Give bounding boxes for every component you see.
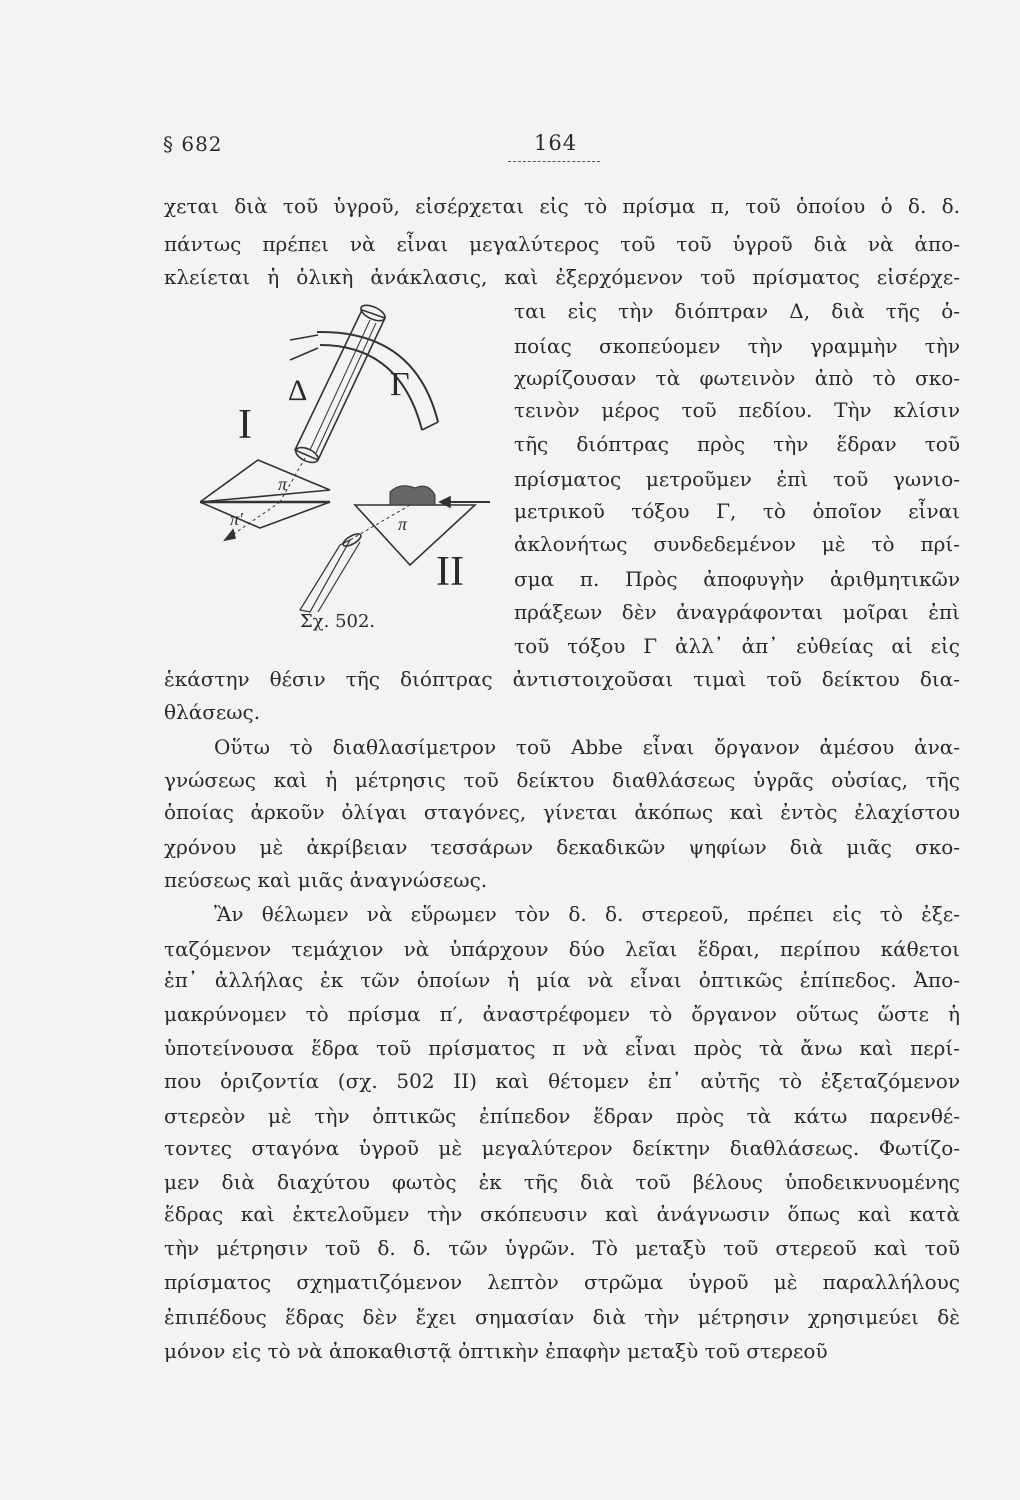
text-line: ποίας σκοπεύομεν τὴν γραμμὴν τὴν [514, 334, 960, 358]
prism-pi [200, 460, 330, 502]
text-line: ἀκλονήτως συνδεδεμένον μὲ τὸ πρί- [514, 532, 960, 556]
text-line: τοῦ τόξου Γ ἀλλ᾽ ἀπ᾽ εὐθείας αἱ εἰς [514, 634, 960, 658]
label-pi-right: π [398, 514, 408, 534]
label-delta: Δ [288, 374, 308, 407]
label-roman-two: II [436, 549, 464, 595]
refractometer-diagram [200, 290, 505, 650]
text-line: Ἂν θέλωμεν νὰ εὕρωμεν τὸν δ. δ. στερεοῦ, πρέπει εἰς τὸ ἐξε- [214, 902, 960, 926]
text-line: Οὕτω τὸ διαθλασίμετρον τοῦ Abbe εἶναι ὄργανον ἀμέσου ἀνα- [214, 735, 960, 759]
text-line: πράξεων δὲν ἀναγράφονται μοῖραι ἐπὶ [514, 600, 960, 624]
text-line: χρόνου μὲ ἀκρίβειαν τεσσάρων δεκαδικῶν ψηφίων διὰ μιᾶς σκο- [164, 835, 960, 859]
text-line: ἐπιπέδους ἕδρας δὲν ἔχει σημασίαν διὰ τὴν μέτρησιν χρησιμεύει δὲ [164, 1305, 960, 1329]
text-line: ἕδρας καὶ ἐκτελοῦμεν τὴν σκόπευσιν καὶ ἀνάγνωσιν ὅπως καὶ κατὰ [164, 1202, 960, 1226]
text-line: σμα π. Πρὸς ἀποφυγὴν ἀριθμητικῶν [514, 567, 960, 591]
text-line: μόνον εἰς τὸ νὰ ἀποκαθιστᾷ ὀπτικὴν ἐπαφὴν μεταξὺ τοῦ στερεοῦ [164, 1339, 828, 1363]
page-number: 164 [534, 131, 578, 155]
label-pi-prime: π′ [230, 509, 243, 529]
text-line: τοντες σταγόνα ὑγροῦ μὲ μεγαλύτερον δείκτην διαθλάσεως. Φωτίζο- [164, 1136, 960, 1160]
text-line: χεται διὰ τοῦ ὑγροῦ, εἰσέρχεται εἰς τὸ πρίσμα π, τοῦ ὁποίου ὁ δ. δ. [164, 194, 960, 218]
text-line: θλάσεως. [164, 700, 261, 724]
text-line: μετρικοῦ τόξου Γ, τὸ ὁποῖον εἶναι [514, 499, 960, 523]
section-number: § 682 [163, 132, 223, 156]
text-line: πρίσματος σχηματιζόμενον λεπτὸν στρῶμα ὑγροῦ μὲ παραλλήλους [164, 1270, 960, 1294]
text-line: ὁποίας ἀρκοῦν ὀλίγαι σταγόνες, γίνεται ἀκόπως καὶ ἐντὸς ἐλαχίστου [164, 800, 960, 824]
text-line: μακρύνομεν τὸ πρίσμα π′, ἀναστρέφομεν τὸ ὄργανον οὕτως ὥστε ἡ [164, 1002, 960, 1026]
text-line: πρίσματος μετροῦμεν ἐπὶ τοῦ γωνιο- [514, 467, 960, 491]
text-line: τεινὸν μέρος τοῦ πεδίου. Τὴν κλίσιν [514, 398, 960, 422]
text-line: που ὁριζοντία (σχ. 502 II) καὶ θέτομεν ἐπ᾽ αὐτῆς τὸ ἐξεταζόμενον [164, 1069, 960, 1093]
text-line: κλείεται ἡ ὁλικὴ ἀνάκλασις, καὶ ἐξερχόμενον τοῦ πρίσματος εἰσέρχε- [164, 265, 960, 289]
text-line: χωρίζουσαν τὰ φωτεινὸν ἀπὸ τὸ σκο- [514, 366, 960, 390]
text-line: μεν διὰ διαχύτου φωτὸς ἐκ τῆς διὰ τοῦ βέλους ὑποδεικνυομένης [164, 1170, 960, 1194]
text-line: τῆς διόπτρας πρὸς τὴν ἕδραν τοῦ [514, 432, 960, 456]
figure-caption: Σχ. 502. [300, 611, 376, 632]
solid-sample [390, 486, 435, 505]
text-line: γνώσεως καὶ ἡ μέτρησις τοῦ δείκτου διαθλάσεως ὑγρᾶς οὐσίας, τῆς [164, 768, 960, 792]
text-line: πεύσεως καὶ μιᾶς ἀναγνώσεως. [164, 868, 488, 892]
text-line: στερεὸν μὲ τὴν ὀπτικῶς ἐπίπεδον ἕδραν πρὸς τὰ κάτω παρενθέ- [164, 1104, 960, 1128]
label-gamma: Γ [390, 366, 410, 403]
label-pi: π [278, 474, 288, 494]
figure-502 [200, 290, 505, 650]
text-line: τὴν μέτρησιν τοῦ δ. δ. τῶν ὑγρῶν. Τὸ μεταξὺ τοῦ στερεοῦ καὶ τοῦ [164, 1236, 960, 1260]
label-roman-one: I [238, 402, 252, 448]
header-rule [508, 161, 600, 162]
text-line: ἑκάστην θέσιν τῆς διόπτρας ἀντιστοιχοῦσαι τιμαὶ τοῦ δείκτου δια- [164, 667, 960, 691]
text-line: πάντως πρέπει νὰ εἶναι μεγαλύτερος τοῦ τοῦ ὑγροῦ διὰ νὰ ἀπο- [164, 232, 960, 256]
text-line: ἐπ᾽ ἀλλήλας ἐκ τῶν ὁποίων ἡ μία νὰ εἶναι ὀπτικῶς ἐπίπεδος. Ἀπο- [164, 968, 960, 992]
text-line: ται εἰς τὴν διόπτραν Δ, διὰ τῆς ὁ- [514, 299, 960, 323]
prism-pi-prime [200, 502, 330, 528]
text-line: ὑποτείνουσα ἕδρα τοῦ πρίσματος π νὰ εἶναι πρὸς τὰ ἄνω καὶ περί- [164, 1036, 960, 1060]
text-line: ταζόμενον τεμάχιον νὰ ὑπάρχουν δύο λεῖαι ἕδραι, περίπου κάθετοι [164, 937, 960, 961]
